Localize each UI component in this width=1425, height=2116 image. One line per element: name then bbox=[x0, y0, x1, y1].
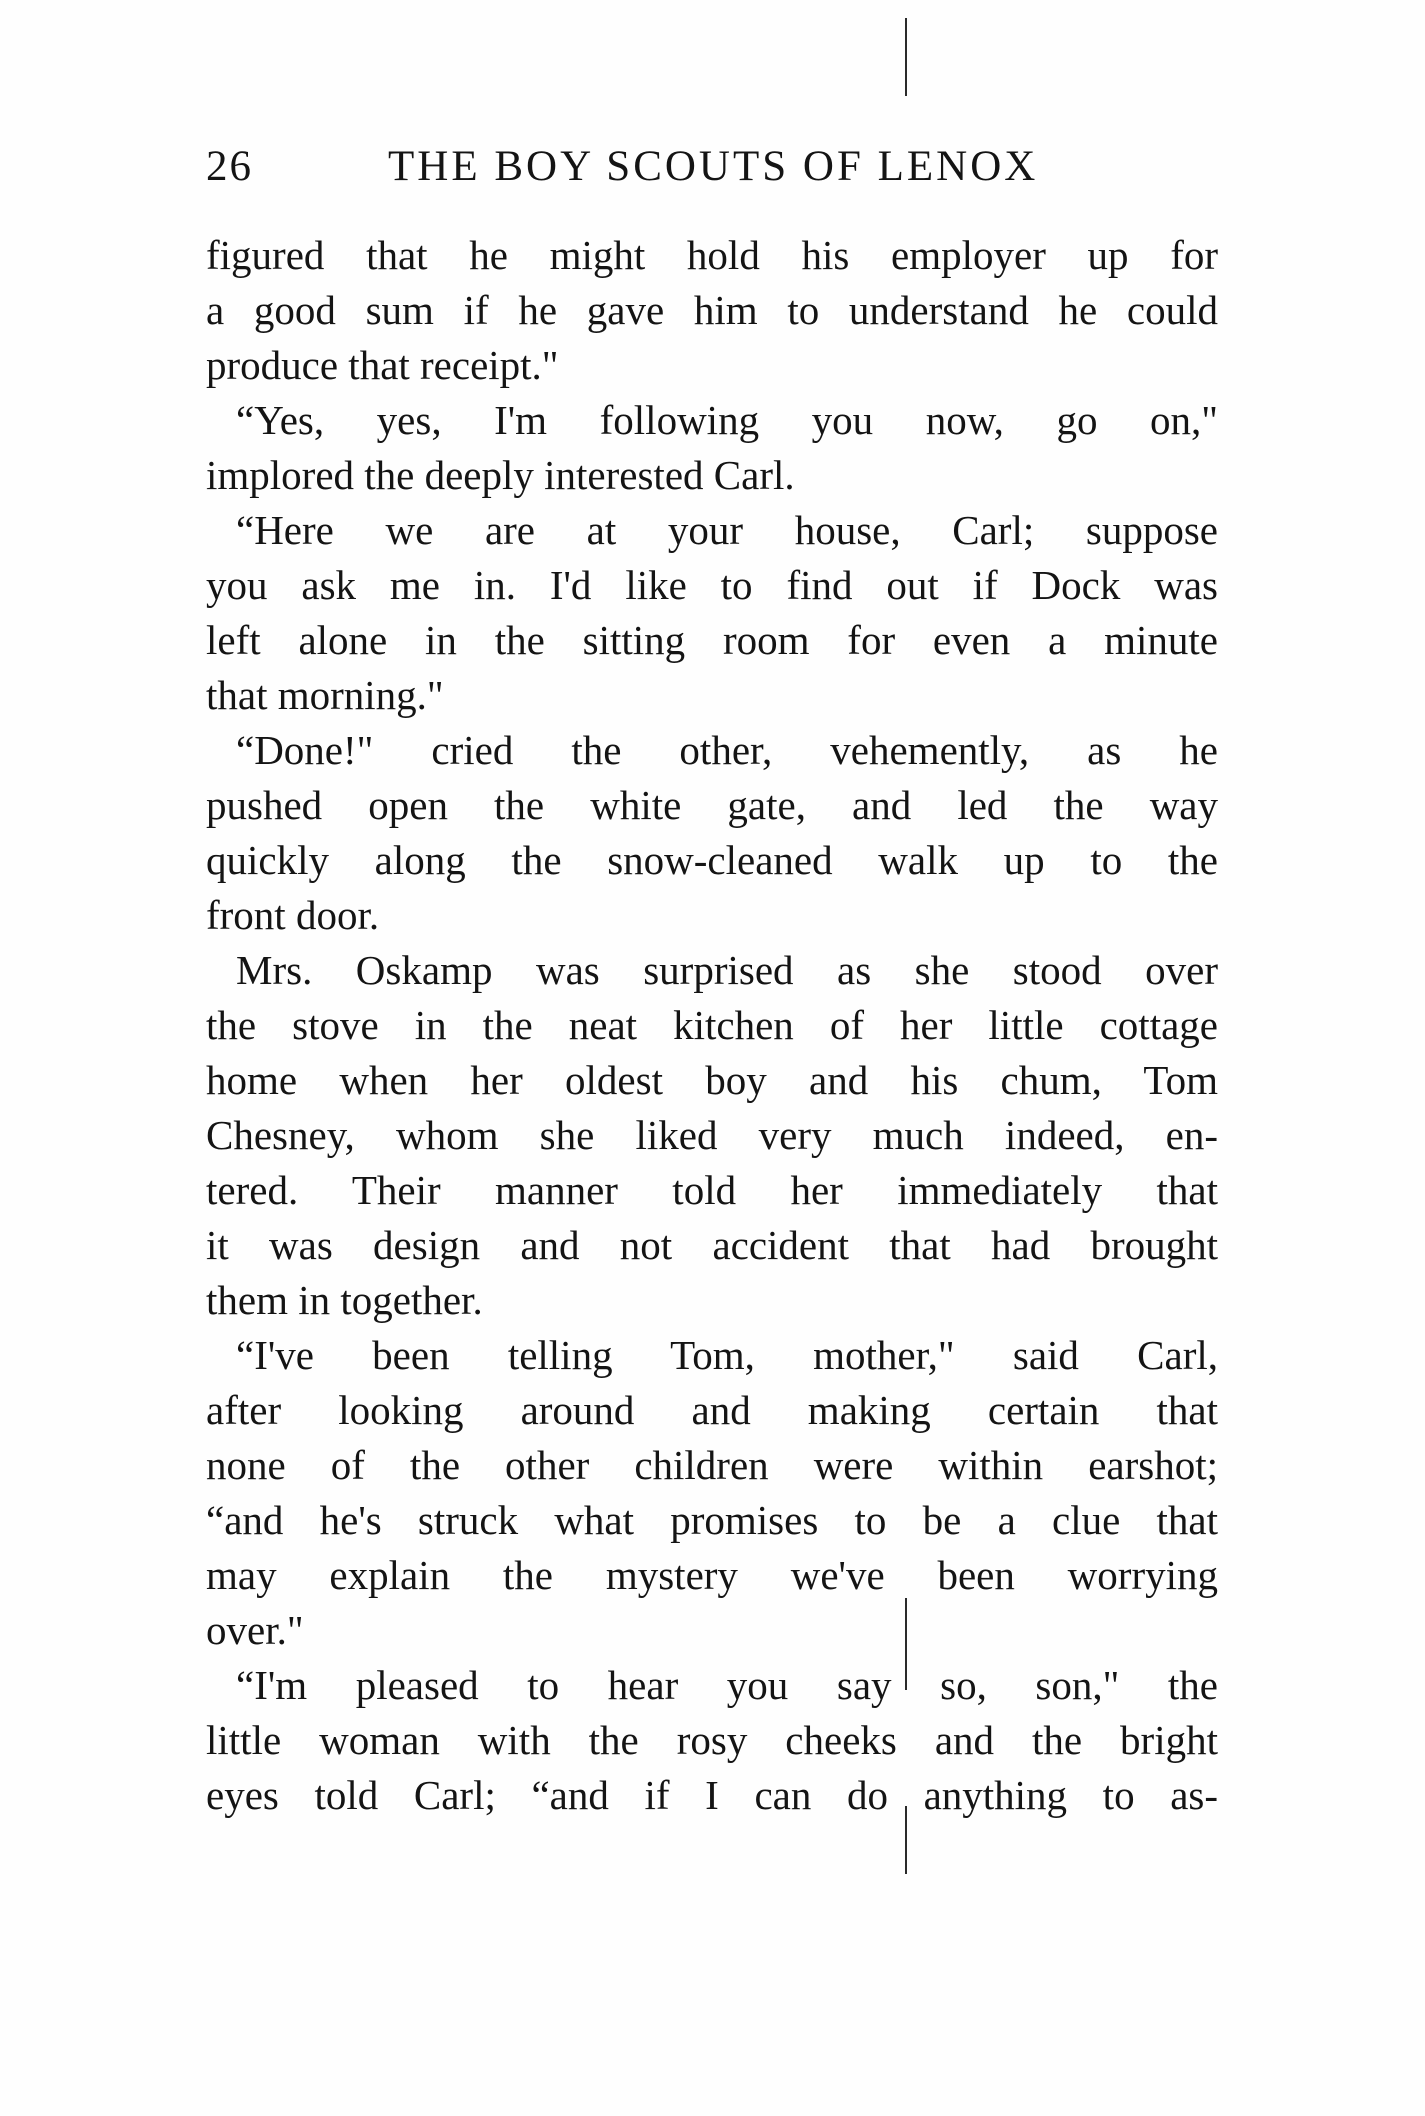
text-line: produce that receipt." bbox=[206, 342, 559, 388]
text-line: figured that he might hold his employer up for bbox=[206, 232, 1218, 278]
text-line: after looking around and making certain that bbox=[206, 1387, 1218, 1433]
text-line: home when her oldest boy and his chum, Tom bbox=[206, 1057, 1218, 1103]
text-line: “Done!" cried the other, vehemently, as he bbox=[236, 727, 1218, 773]
text-line: front door. bbox=[206, 892, 380, 938]
text-line: a good sum if he gave him to understand he could bbox=[206, 287, 1218, 333]
text-line: “and he's struck what promises to be a clue that bbox=[206, 1497, 1218, 1543]
scan-artifact-top bbox=[905, 18, 907, 96]
text-line: “Yes, yes, I'm following you now, go on," bbox=[236, 397, 1218, 443]
text-line: eyes told Carl; “and if I can do anything to as- bbox=[206, 1772, 1218, 1818]
text-line: the stove in the neat kitchen of her little cottage bbox=[206, 1002, 1218, 1048]
text-line: pushed open the white gate, and led the way bbox=[206, 782, 1218, 828]
text-line: them in together. bbox=[206, 1277, 483, 1323]
text-line: over." bbox=[206, 1607, 304, 1653]
text-line: you ask me in. I'd like to find out if Dock was bbox=[206, 562, 1218, 608]
page-number: 26 bbox=[206, 143, 253, 190]
text-line: left alone in the sitting room for even a minute bbox=[206, 617, 1218, 663]
text-line: that morning." bbox=[206, 672, 444, 718]
text-line: “I've been telling Tom, mother," said Carl, bbox=[236, 1332, 1218, 1378]
text-line: implored the deeply interested Carl. bbox=[206, 452, 795, 498]
running-header bbox=[206, 142, 1126, 192]
body-text bbox=[206, 228, 1218, 1823]
text-line: quickly along the snow-cleaned walk up to the bbox=[206, 837, 1218, 883]
text-line: Chesney, whom she liked very much indeed, en- bbox=[206, 1112, 1218, 1158]
text-line: may explain the mystery we've been worrying bbox=[206, 1552, 1218, 1598]
text-line: it was design and not accident that had brought bbox=[206, 1222, 1218, 1268]
text-line: none of the other children were within earshot; bbox=[206, 1442, 1218, 1488]
text-line: Mrs. Oskamp was surprised as she stood over bbox=[236, 947, 1218, 993]
text-line: tered. Their manner told her immediately that bbox=[206, 1167, 1218, 1213]
text-line: “I'm pleased to hear you say so, son," the bbox=[236, 1662, 1218, 1708]
running-title: THE BOY SCOUTS OF LENOX bbox=[388, 143, 1039, 190]
text-line: little woman with the rosy cheeks and the bright bbox=[206, 1717, 1218, 1763]
text-line: “Here we are at your house, Carl; suppose bbox=[236, 507, 1218, 553]
